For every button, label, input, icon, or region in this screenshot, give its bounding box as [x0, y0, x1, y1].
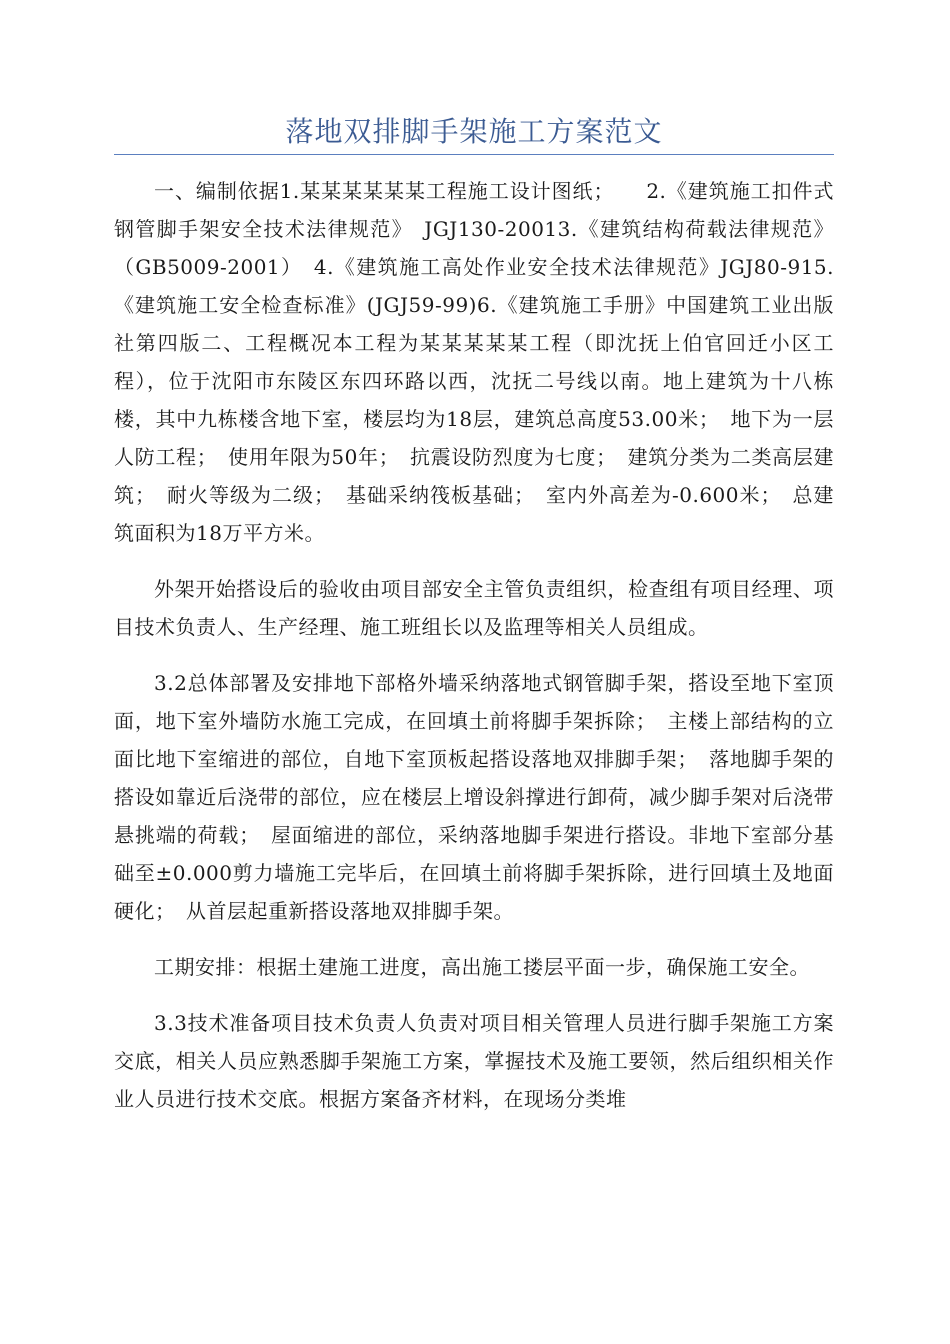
paragraph-technical-prep: 3.3技术准备项目技术负责人负责对项目相关管理人员进行脚手架施工方案交底，相关人员应熟悉脚手架施工方案，掌握技术及施工要领，然后组织相关作业人员进行技术交底。根据方案备齐材料，在现场分类堆: [114, 1011, 834, 1111]
title-underline: [114, 154, 834, 155]
document-body: [114, 172, 834, 1136]
document-title: 落地双排脚手架施工方案范文: [285, 115, 663, 148]
paragraph-schedule: 工期安排：根据土建施工进度，高出施工搂层平面一步，确保施工安全。: [154, 955, 810, 979]
paragraph-acceptance: 外架开始搭设后的验收由项目部安全主管负责组织，检查组有项目经理、项目技术负责人、生产经理、施工班组长以及监理等相关人员组成。: [114, 577, 834, 639]
paragraph-deployment: 3.2总体部署及安排地下部格外墙采纳落地式钢管脚手架，搭设至地下室顶面，地下室外墙防水施工完成，在回填土前将脚手架拆除； 主楼上部结构的立面比地下室缩进的部位，自地下室顶板起搭设落地双排脚手架； 落地脚手架的搭设如靠近后浇带的部位，应在楼层上增设斜撑进行卸荷，减少脚手架对后浇带悬挑端的荷载； 屋面缩进的部位，采纳落地脚手架进行搭设。非地下室部分基础至±0.000剪力墙施工完毕后，在回填土前将脚手架拆除，进行回填土及地面硬化； 从首层起重新搭设落地双排脚手架。: [114, 671, 834, 923]
paragraph-basis-and-overview: 一、编制依据1.某某某某某某工程施工设计图纸； 2.《建筑施工扣件式钢管脚手架安全技术法律规范》 JGJ130-20013.《建筑结构荷载法律规范》（GB5009-2001） 4.《建筑施工高处作业安全技术法律规范》JGJ80-915.《建筑施工安全检查标准》(JGJ59-99)6.《建筑施工手册》中国建筑工业出版社第四版二、工程概况本工程为某某某某某工程（即沈抚上伯官回迁小区工程），位于沈阳市东陵区东四环路以西，沈抚二号线以南。地上建筑为十八栋楼，其中九栋楼含地下室，楼层均为18层，建筑总高度53.00米； 地下为一层人防工程； 使用年限为50年； 抗震设防烈度为七度； 建筑分类为二类高层建筑； 耐火等级为二级； 基础采纳筏板基础； 室内外高差为-0.600米； 总建筑面积为18万平方米。: [114, 179, 834, 545]
